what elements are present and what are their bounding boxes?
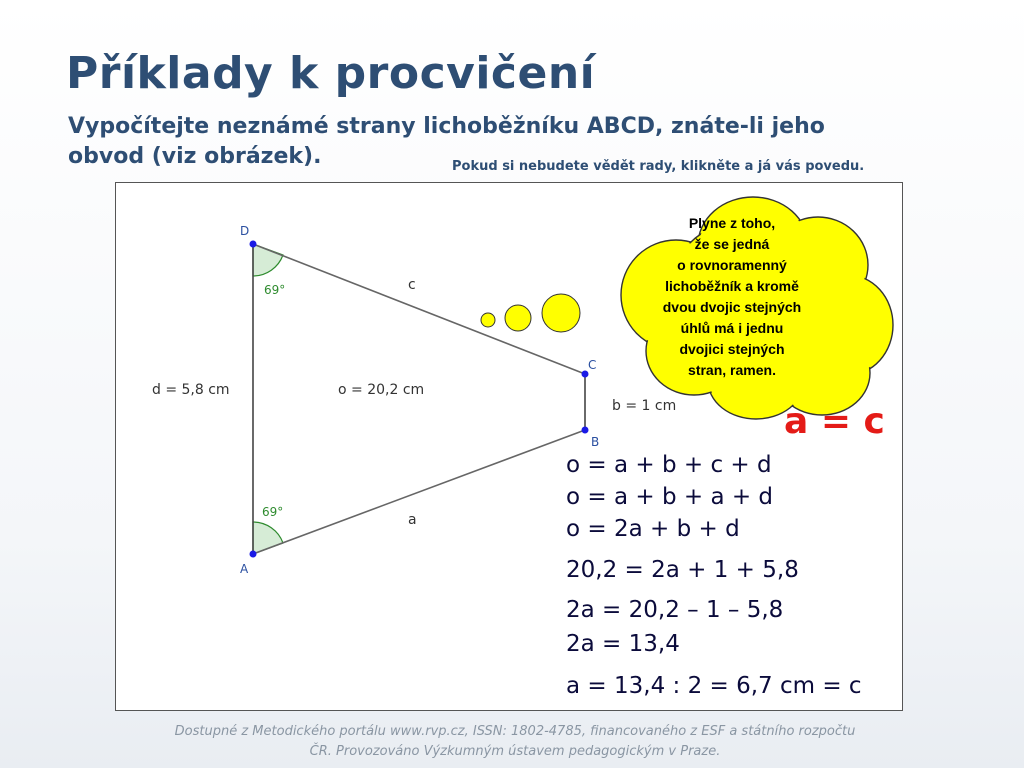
page-title: Příklady k procvičení (66, 48, 596, 99)
thought-line: lichoběžník a kromě (665, 278, 799, 294)
thought-bubble-text (652, 213, 812, 381)
task-text: Vypočítejte neznámé strany lichoběžníku ABCD, znáte-li jeho obvod (viz obrázek). (68, 114, 825, 169)
angle-marker-d (253, 244, 283, 276)
side-label-b: b = 1 cm (612, 398, 677, 414)
thought-dot-small (481, 313, 495, 327)
equation-step-1: o = a + b + c + d (566, 452, 772, 478)
thought-line: o rovnoramenný (677, 257, 787, 273)
thought-line: stran, ramen. (688, 362, 776, 378)
vertex-b (582, 427, 589, 434)
side-a (253, 430, 585, 554)
perimeter-label: o = 20,2 cm (338, 382, 425, 398)
help-hint-link[interactable]: Pokud si nebudete vědět rady, klikněte a já vás povedu. (452, 159, 865, 174)
side-label-c: c (408, 277, 416, 293)
thought-line: že se jedná (694, 236, 770, 252)
angle-label-d: 69° (264, 283, 286, 297)
label-b: B (591, 435, 600, 449)
label-d: D (240, 224, 250, 238)
thought-dot-large (542, 294, 580, 332)
footer-credits (100, 722, 930, 762)
thought-line: dvou dvojic stejných (662, 299, 802, 315)
result-a-equals-c: a = c (784, 401, 885, 442)
equation-step-5: 2a = 20,2 – 1 – 5,8 (566, 597, 784, 623)
footer-line-1: Dostupné z Metodického portálu www.rvp.cz, ISSN: 1802-4785, financovaného z ESF a státního rozpočtu (174, 724, 856, 739)
vertex-a (250, 551, 257, 558)
equation-step-2: o = a + b + a + d (566, 484, 774, 510)
thought-line: dvojici stejných (679, 341, 785, 357)
thought-dot-medium (505, 305, 531, 331)
side-c (253, 244, 585, 374)
equation-step-3: o = 2a + b + d (566, 516, 740, 542)
side-label-d: d = 5,8 cm (152, 382, 230, 398)
thought-line: Plyne z toho, (688, 215, 776, 231)
equation-step-4: 20,2 = 2a + 1 + 5,8 (566, 557, 799, 583)
angle-label-a: 69° (262, 505, 284, 519)
side-label-a: a (408, 512, 417, 528)
label-c: C (588, 358, 597, 372)
footer-line-2: ČR. Provozováno Výzkumným ústavem pedagogickým v Praze. (309, 744, 721, 759)
thought-line: úhlů má i jednu (680, 320, 784, 336)
equation-step-6: 2a = 13,4 (566, 631, 680, 657)
equation-step-7: a = 13,4 : 2 = 6,7 cm = c (566, 673, 862, 699)
vertex-d (250, 241, 257, 248)
label-a: A (240, 562, 249, 576)
